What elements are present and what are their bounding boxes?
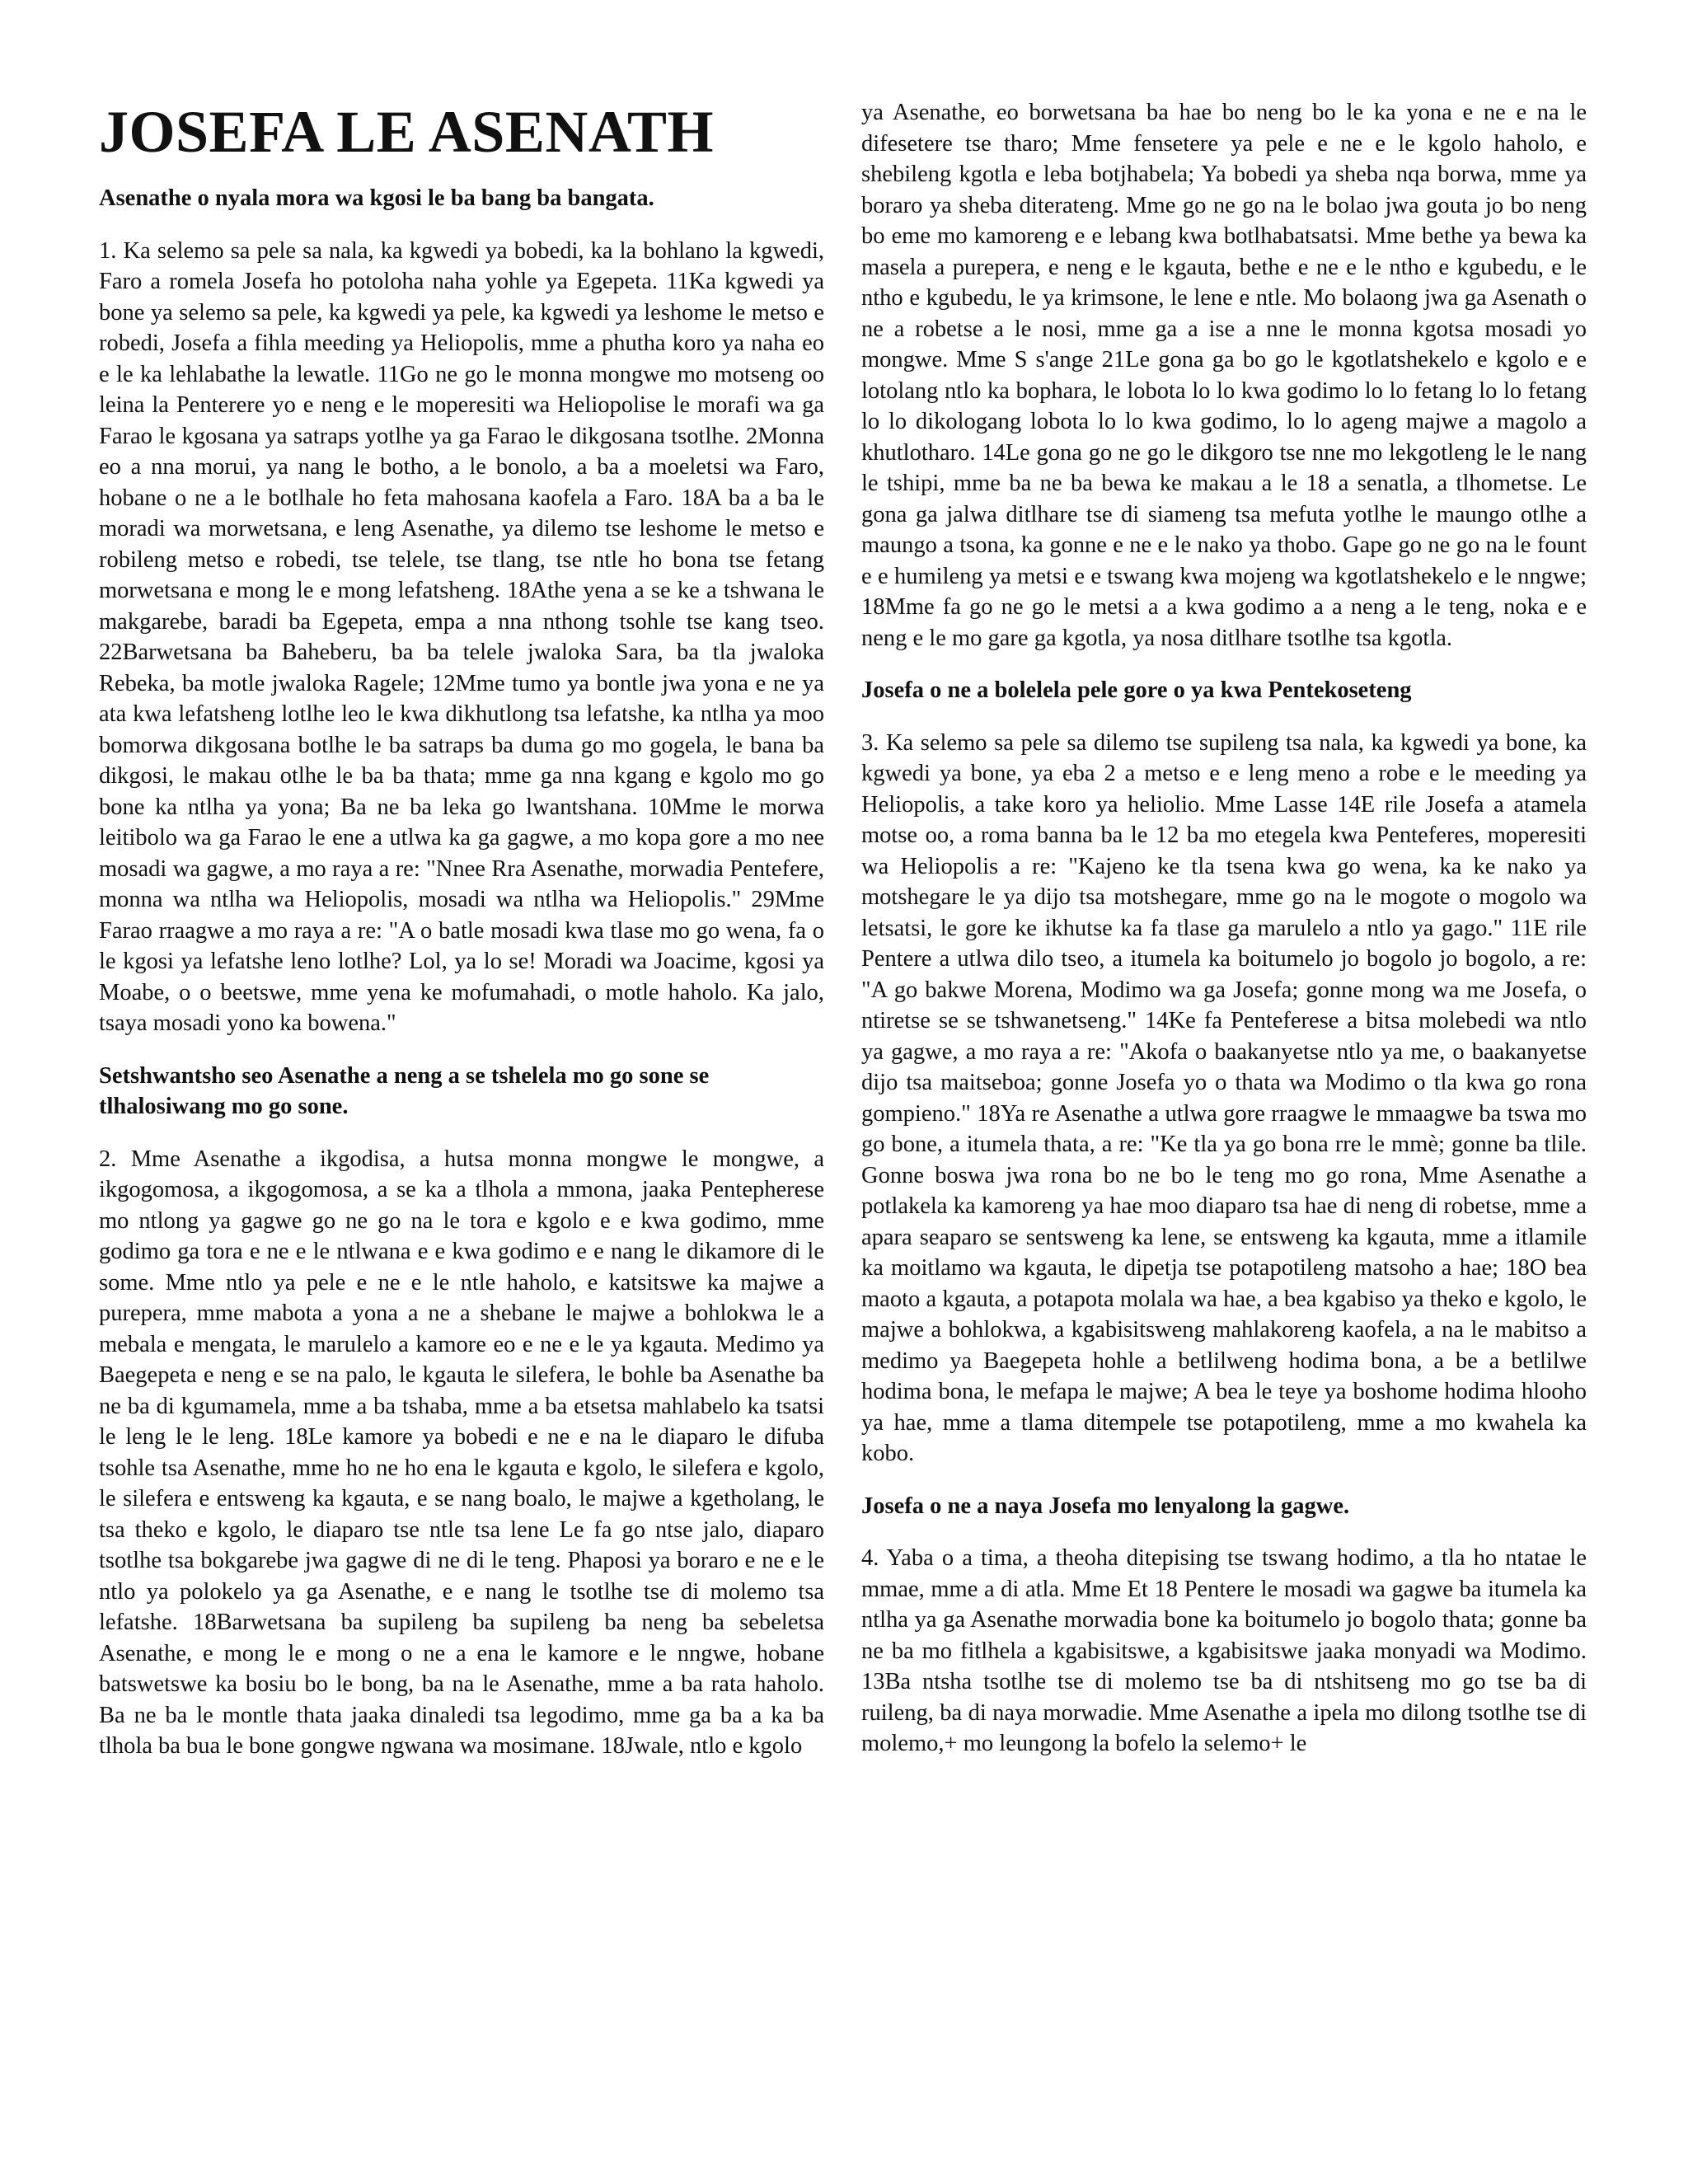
- paragraph-2: 2. Mme Asenathe a ikgodisa, a hutsa monna mongwe le mongwe, a ikgogomosa, a ikgogomosa, a se ka a tlhola a mmona, jaaka Pentepherese mo ntlong ya gagwe go ne go na le tora e kgolo e e kwa godimo, mme godimo ga tora e ne e le ntlwana e e kwa godimo e e nang le dikamore di le some. Mme ntlo ya pele e ne e le ntle haholo, e katsitswe ka majwe a purepera, mme mabota a yona a ne a shebane le majwe a bohlokwa le a mebala e mengata, le marulelo a kamore eo e ne e le ya kgauta. Medimo ya Baegepeta e neng e se na palo, le kgauta le silefera, le bohle ba Asenathe ba ne ba di kgumamela, mme a ba tshaba, mme a ba etsetsa mahlabelo ka tsatsi le leng le le leng. 18Le kamore ya bobedi e ne e na le diaparo le difuba tsohle tsa Asenathe, mme ho ne ho ena le kgauta e kgolo, le silefera e kgolo, le silefera e entsweng ka kgauta, e se nang boalo, le majwe a kgetholang, le tsa theko e kgolo, le diaparo tse ntle tsa lene Le fa go ntse jalo, diaparo tsotlhe tsa bokgarebe jwa gagwe di ne di le teng. Phaposi ya boraro e ne e le ntlo ya polokelo ya ga Asenathe, e e nang le tsotlhe tse di molemo tsa lefatshe. 18Barwetsana ba supileng ba supileng ba neng ba sebeletsa Asenathe, e mong le e mong o ne a ena le kamore e le nngwe, hobane batswetswe ka bosiu bo le bong, ba na le Asenathe, mme a ba rata haholo. Ba ne ba le montle thata jaaka dinaledi tsa legodimo, mme ga ba a ka ba tlhola ba bua le bone gongwe ngwana wa mosimane. 18Jwale, ntlo e kgolo: [99, 1146, 824, 1759]
- paragraph-2-continued: ya Asenathe, eo borwetsana ba hae bo neng bo le ka yona e ne e na le difesetere tse tharo; Mme fensetere ya pele e ne e le kgolo haholo, e shebileng kgotla e leba botjhabela; Ya bobedi ya sheba nqa borwa, mme ya boraro ya sheba diterateng. Mme go ne go na le bolao jwa gouta jo bo neng bo eme mo kamoreng e e lebang kwa botlhabatsatsi. Mme bethe ya bewa ka masela a purepera, e neng e le kgauta, bethe e ne e le ntho e kgubedu, e le ntho e kgubedu, le ya krimsone, le lene e ntle. Mo bolaong jwa ga Asenath o ne a robetse a le nosi, mme ga a ise a nne le monna kgotsa mosadi yo mongwe. Mme S s'ange 21Le gona ga bo go le kgotlatshekelo e kgolo e e lotolang ntlo ka bophara, le lobota lo lo kwa godimo lo lo fetang lo lo fetang lo lo dikologang lobota lo lo kwa godimo, lo lo ageng majwe a magolo a khutlotharo. 14Le gona go ne go le dikgoro tse nne mo lekgotleng le le nang le tshipi, mme ba ne ba bewa ke makau a le 18 a senatla, a tlhometse. Le gona ga jalwa ditlhare tse di siameng tsa mefuta yotlhe le maungo otlhe a maungo a tsona, ka gonne e ne e le nako ya thobo. Gape go ne go na le fount e e humileng ya metsi e e tswang kwa mojeng wa kgotlatshekelo e le nngwe; 18Mme fa go ne go le metsi a a kwa godimo a a neng a le teng, noka e e neng e le mo gare ga kgotla, ya nosa ditlhare tsotlhe tsa kgotla.: [861, 100, 1587, 651]
- section-heading-4: Josefa o ne a naya Josefa mo lenyalong la gagwe.: [861, 1493, 1350, 1519]
- section-heading-1: Asenathe o nyala mora wa kgosi le ba bang ba bangata.: [99, 185, 654, 211]
- paragraph-1: 1. Ka selemo sa pele sa nala, ka kgwedi ya bobedi, ka la bohlano la kgwedi, Faro a romela Josefa ho potoloha naha yohle ya Egepeta. 11Ka kgwedi ya bone ya selemo sa pele, ka kgwedi ya pele, ka kgwedi ya leshome le metso e robedi, Josefa a fihla meeding ya Heliopolis, mme a phutha koro ya naha eo e le ka lehlabathe la lewatle. 11Go ne go le monna mongwe mo motseng oo leina la Penterere yo e neng e le moperesiti wa Heliopolise le morafi wa ga Farao le kgosana ya satraps yotlhe ya ga Farao le dikgosana tsotlhe. 2Monna eo a nna morui, ya nang le botho, a le bonolo, a ba a moeletsi wa Faro, hobane o ne a le botlhale ho feta mahosana kaofela a Faro. 18A ba a ba le moradi wa morwetsana, e leng Asenathe, ya dilemo tse leshome le metso e robileng metso e robedi, tse telele, tse tlang, tse ntle ho bona tse fetang morwetsana e mong le e mong lefatsheng. 18Athe yena a se ke a tshwana le makgarebe, baradi ba Egepeta, empa a nna nthong tsohle tse kang tseo. 22Barwetsana ba Baheberu, ba ba telele jwaloka Sara, ba tla jwaloka Rebeka, ba motle jwaloka Ragele; 12Mme tumo ya bontle jwa yona e ne ya ata kwa lefatsheng lotlhe leo le kwa dikhutlong tsa lefatshe, ka ntlha ya moo bomorwa dikgosana botlhe le ba satraps ba duma go mo gogela, le bana ba dikgosi, le makau otlhe le ba ba thata; mme ga nna kgang e kgolo mo go bone ka ntlha ya yona; Ba ne ba leka go lwantshana. 10Mme le morwa leitibolo wa ga Farao le ene a utlwa ka ga gagwe, a mo kopa gore a mo nee mosadi wa gagwe, a mo raya a re: "Nnee Rra Asenathe, morwadia Pentefere, monna wa ntlha wa Heliopolis, mosadi wa ntlha wa Heliopolis." 29Mme Farao rraagwe a mo raya a re: "A o batle mosadi kwa tlase mo go wena, fa o le kgosi ya lefatshe leno lotlhe? Lol, ya lo se! Moradi wa Joacime, kgosi ya Moabe, o o beetswe, mme yena ke mofumahadi, o motle haholo. Ka jalo, tsaya mosadi yono ka bowena.": [99, 237, 824, 1036]
- left-column: [99, 97, 824, 1783]
- paragraph-4: 4. Yaba o a tima, a theoha ditepising tse tswang hodimo, a tla ho ntatae le mmae, mme a di atla. Mme Et 18 Pentere le mosadi wa gagwe ba itumela ka ntlha ya ga Asenathe morwadia bone ka boitumelo jo bogolo thata; gonne ba ne ba mo fitlhela a kgabisitswe, a kgabisitswe jaaka monyadi wa Modimo. 13Ba ntsha tsotlhe tse di molemo tse ba di ntshitseng mo go tse ba di ruileng, ba di naya morwadie. Mme Asenathe a ipela mo dilong tsotlhe tse di molemo,+ mo leungong la bofelo la selemo+ le: [861, 1545, 1587, 1756]
- section-heading-3: Josefa o ne a bolelela pele gore o ya kwa Pentekoseteng: [861, 677, 1412, 703]
- right-column: [861, 97, 1587, 1781]
- section-heading-2: Setshwantsho seo Asenathe a neng a se tshelela mo go sone se tlhalosiwang mo go sone.: [99, 1062, 710, 1119]
- paragraph-3: 3. Ka selemo sa pele sa dilemo tse supileng tsa nala, ka kgwedi ya bone, ka kgwedi ya bone, ya eba 2 a metso e e leng meno a robe e le meeding ya Heliopolis, a take koro ya heliolio. Mme Lasse 14E rile Josefa a atamela motse oo, a roma banna ba le 12 ba mo etegela kwa Penteferes, moperesiti wa Heliopolis a re: "Kajeno ke tla tsena kwa go wena, ka ke nako ya motshegare le ya dijo tsa motshegare, mme go na le mogote o mogolo wa letsatsi, le gore ke ikhutse ka fa tlase ga marulelo a ntlo ya gago." 11E rile Pentere a utlwa dilo tseo, a itumela ka boitumelo jo bogolo jo bogolo, a re: "A go bakwe Morena, Modimo wa ga Josefa; gonne mong wa me Josefa, o ntiretse se se tshwanetseng." 14Ke fa Penteferese a bitsa molebedi wa ntlo ya gagwe, a mo raya a re: "Akofa o baakanyetse ntlo ya me, o baakanyetse dijo tsa maitseboa; gonne Josefa yo o thata wa Modimo o tla kwa go rona gompieno." 18Ya re Asenathe a utlwa gore rraagwe le mmaagwe ba tswa mo go bone, a itumela thata, a re: "Ke tla ya go bona rre le mmè; gonne ba tlile. Gonne boswa jwa rona bo ne bo le teng mo go rona, Mme Asenathe a potlakela ka kamoreng ya hae moo diaparo tsa hae di neng di robetse, mme a apara seaparo se sentsweng ka lene, se entsweng ka kgauta, mme a itlamile ka moitlamo wa kgauta, le dipetja tse potapotileng matsoho a hae; 18O bea maoto a kgauta, a potapota molala wa hae, a bea kgabiso ya theko e kgolo, le majwe a bohlokwa, a kgabisitsweng mahlakoreng kaofela, a na le mabitso a medimo ya Baegepeta hohle a betlilweng hodima bona, a be a betlilwe hodima bona, le mefapa le majwe; A bea le teye ya boshome hodima hlooho ya hae, mme a tlama ditempele tse potapotileng, mme a mo kwahela ka kobo.: [861, 729, 1587, 1466]
- page-title: JOSEFA LE ASENATH: [99, 99, 715, 165]
